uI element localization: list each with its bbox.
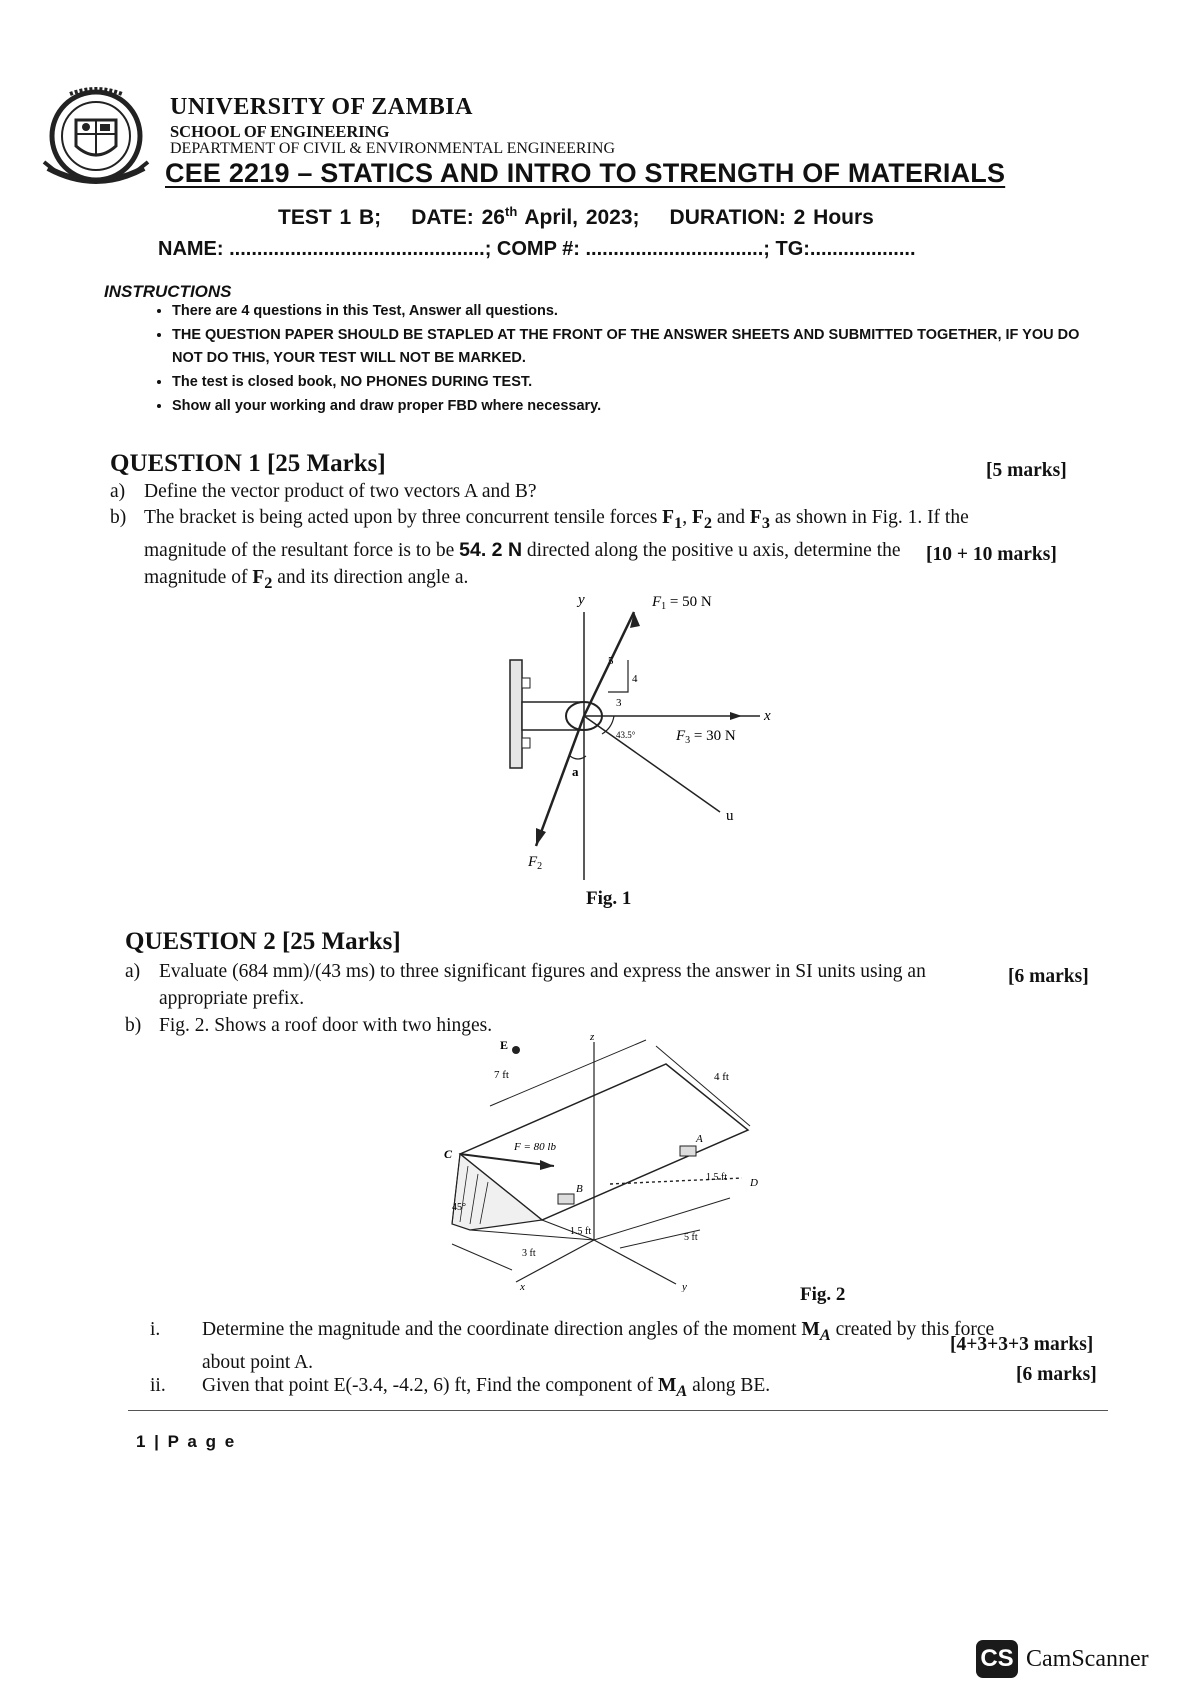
dim-15ft-a-label: 1.5 ft <box>706 1172 728 1183</box>
camscanner-logo-icon: CS <box>976 1640 1018 1678</box>
dim-7ft-label: 7 ft <box>494 1069 509 1081</box>
question-2-heading: QUESTION 2 [25 Marks] <box>125 928 401 955</box>
fig1-y-label: y <box>578 592 585 608</box>
q1-b-marks: [10 + 10 marks] <box>926 544 1057 565</box>
dim-15ft-b-label: 1.5 ft <box>570 1226 592 1237</box>
force-f2-arrow <box>536 716 584 846</box>
test-info-line <box>278 204 904 230</box>
angle-435-arc <box>602 716 614 734</box>
instruction-item: • Show all your working and draw proper FBD where necessary. <box>172 395 1112 418</box>
q2-part-i: i. Determine the magnitude and the coordinate direction angles of the moment $M_A$ created by this force about point A. <box>150 1319 995 1373</box>
q2-part-a: a) Evaluate (684 mm)/(43 ms) to three significant figures and express the answer in SI units using an appropriate prefix. <box>125 961 926 1009</box>
fig-2-caption: Fig. 2 <box>800 1284 846 1305</box>
point-c-label: C <box>444 1147 453 1161</box>
hinge-a <box>680 1146 696 1156</box>
q2-ii-marks: [6 marks] <box>1016 1364 1097 1385</box>
figure-2-roof-door <box>430 1034 790 1292</box>
fig2-y-label: y <box>682 1281 687 1292</box>
fig1-f3-label: $F_3 = 30$ N <box>676 728 736 746</box>
q2-part-ii: ii. Given that point E(-3.4, -4.2, 6) ft, Find the component of $M_A$ along BE. <box>150 1375 771 1400</box>
fig2-z-label: z <box>590 1034 595 1043</box>
fig1-f1-label: $F_1 = 50$ N <box>652 594 712 612</box>
fig1-a-label: a <box>572 764 579 779</box>
q2-part-b: b) Fig. 2. Shows a roof door with two hinges. <box>125 1015 493 1036</box>
fig-1-caption: Fig. 1 <box>586 888 632 909</box>
fig1-u-label: u <box>726 808 734 824</box>
wall <box>510 660 522 768</box>
point-d-label: D <box>750 1177 758 1189</box>
dim-5ft-label: 5 ft <box>684 1232 698 1243</box>
point-b-label: B <box>576 1183 583 1195</box>
point-e <box>512 1046 520 1054</box>
x-axis-line <box>516 1240 594 1282</box>
dim-4ft-label: 4 ft <box>714 1071 729 1083</box>
instruction-item: • The test is closed book, NO PHONES DURING TEST. <box>172 371 1112 394</box>
question-1-heading: QUESTION 1 [25 Marks] <box>110 450 386 477</box>
camscanner-watermark <box>976 1640 1149 1678</box>
dim-3ft-label: 3 ft <box>522 1248 536 1259</box>
slope-5-label: 5 <box>608 655 614 667</box>
slope-4-label: 4 <box>632 673 638 685</box>
course-title: CEE 2219 – STATICS AND INTRO TO STRENGTH OF MATERIALS <box>165 158 1006 188</box>
camscanner-text: CamScanner <box>1026 1645 1149 1672</box>
force-f-label: F = 80 lb <box>514 1141 556 1153</box>
figure-1-bracket <box>480 590 780 890</box>
page-number: 1 | P a g e <box>136 1432 237 1451</box>
point-a-label: A <box>696 1133 703 1145</box>
student-name-line: NAME: ..............................................; COMP #: ................................; TG:................... <box>158 238 916 260</box>
slope-3-label: 3 <box>616 697 622 709</box>
school-name: SCHOOL OF ENGINEERING <box>170 122 390 141</box>
footer-rule <box>128 1410 1108 1411</box>
instructions-list <box>132 300 1112 419</box>
q1-a-marks: [5 marks] <box>986 460 1067 481</box>
bolt <box>522 738 530 748</box>
test-duration: DURATION: 2 Hours <box>669 206 874 229</box>
q1-part-b: b) The bracket is being acted upon by three concurrent tensile forces $F_1$, $F_2$ and $F_3$ as shown in Fig. 1. If the magnitude of the resultant force is to be 54. 2 N directed along the positive u axis, determine the magnitude of $F_2$ and its direction angle a. <box>110 507 969 592</box>
angle-435-label: 43.5° <box>616 730 636 740</box>
q2-a-marks: [6 marks] <box>1008 966 1089 987</box>
test-date: DATE: 26th April, 2023; <box>411 204 640 229</box>
fig1-f2-label: $F_2$ <box>528 854 543 872</box>
angle-45-label: 45° <box>452 1202 466 1213</box>
y-axis-line <box>594 1240 676 1284</box>
instruction-item: • There are 4 questions in this Test, Answer all questions. <box>172 300 1112 323</box>
hinge-b <box>558 1194 574 1204</box>
university-name: UNIVERSITY OF ZAMBIA <box>170 94 473 120</box>
university-logo <box>40 82 152 194</box>
fig2-x-label: x <box>520 1281 525 1292</box>
point-e-label: E <box>500 1038 509 1052</box>
instructions-heading: INSTRUCTIONS <box>104 282 232 301</box>
fig1-x-label: x <box>764 708 771 724</box>
bolt <box>522 678 530 688</box>
department-name: DEPARTMENT OF CIVIL & ENVIRONMENTAL ENGINEERING <box>170 140 615 157</box>
dim-3ft <box>452 1244 512 1270</box>
test-label: TEST 1 B; <box>278 206 382 229</box>
q1-part-a: a) Define the vector product of two vectors A and B? <box>110 481 537 502</box>
instruction-item: • THE QUESTION PAPER SHOULD BE STAPLED AT THE FRONT OF THE ANSWER SHEETS AND SUBMITTED TOGETHER, IF YOU DO NOT DO THIS, YOUR TEST WILL NOT BE MARKED. <box>172 324 1112 370</box>
q2-i-marks: [4+3+3+3 marks] <box>950 1334 1094 1355</box>
